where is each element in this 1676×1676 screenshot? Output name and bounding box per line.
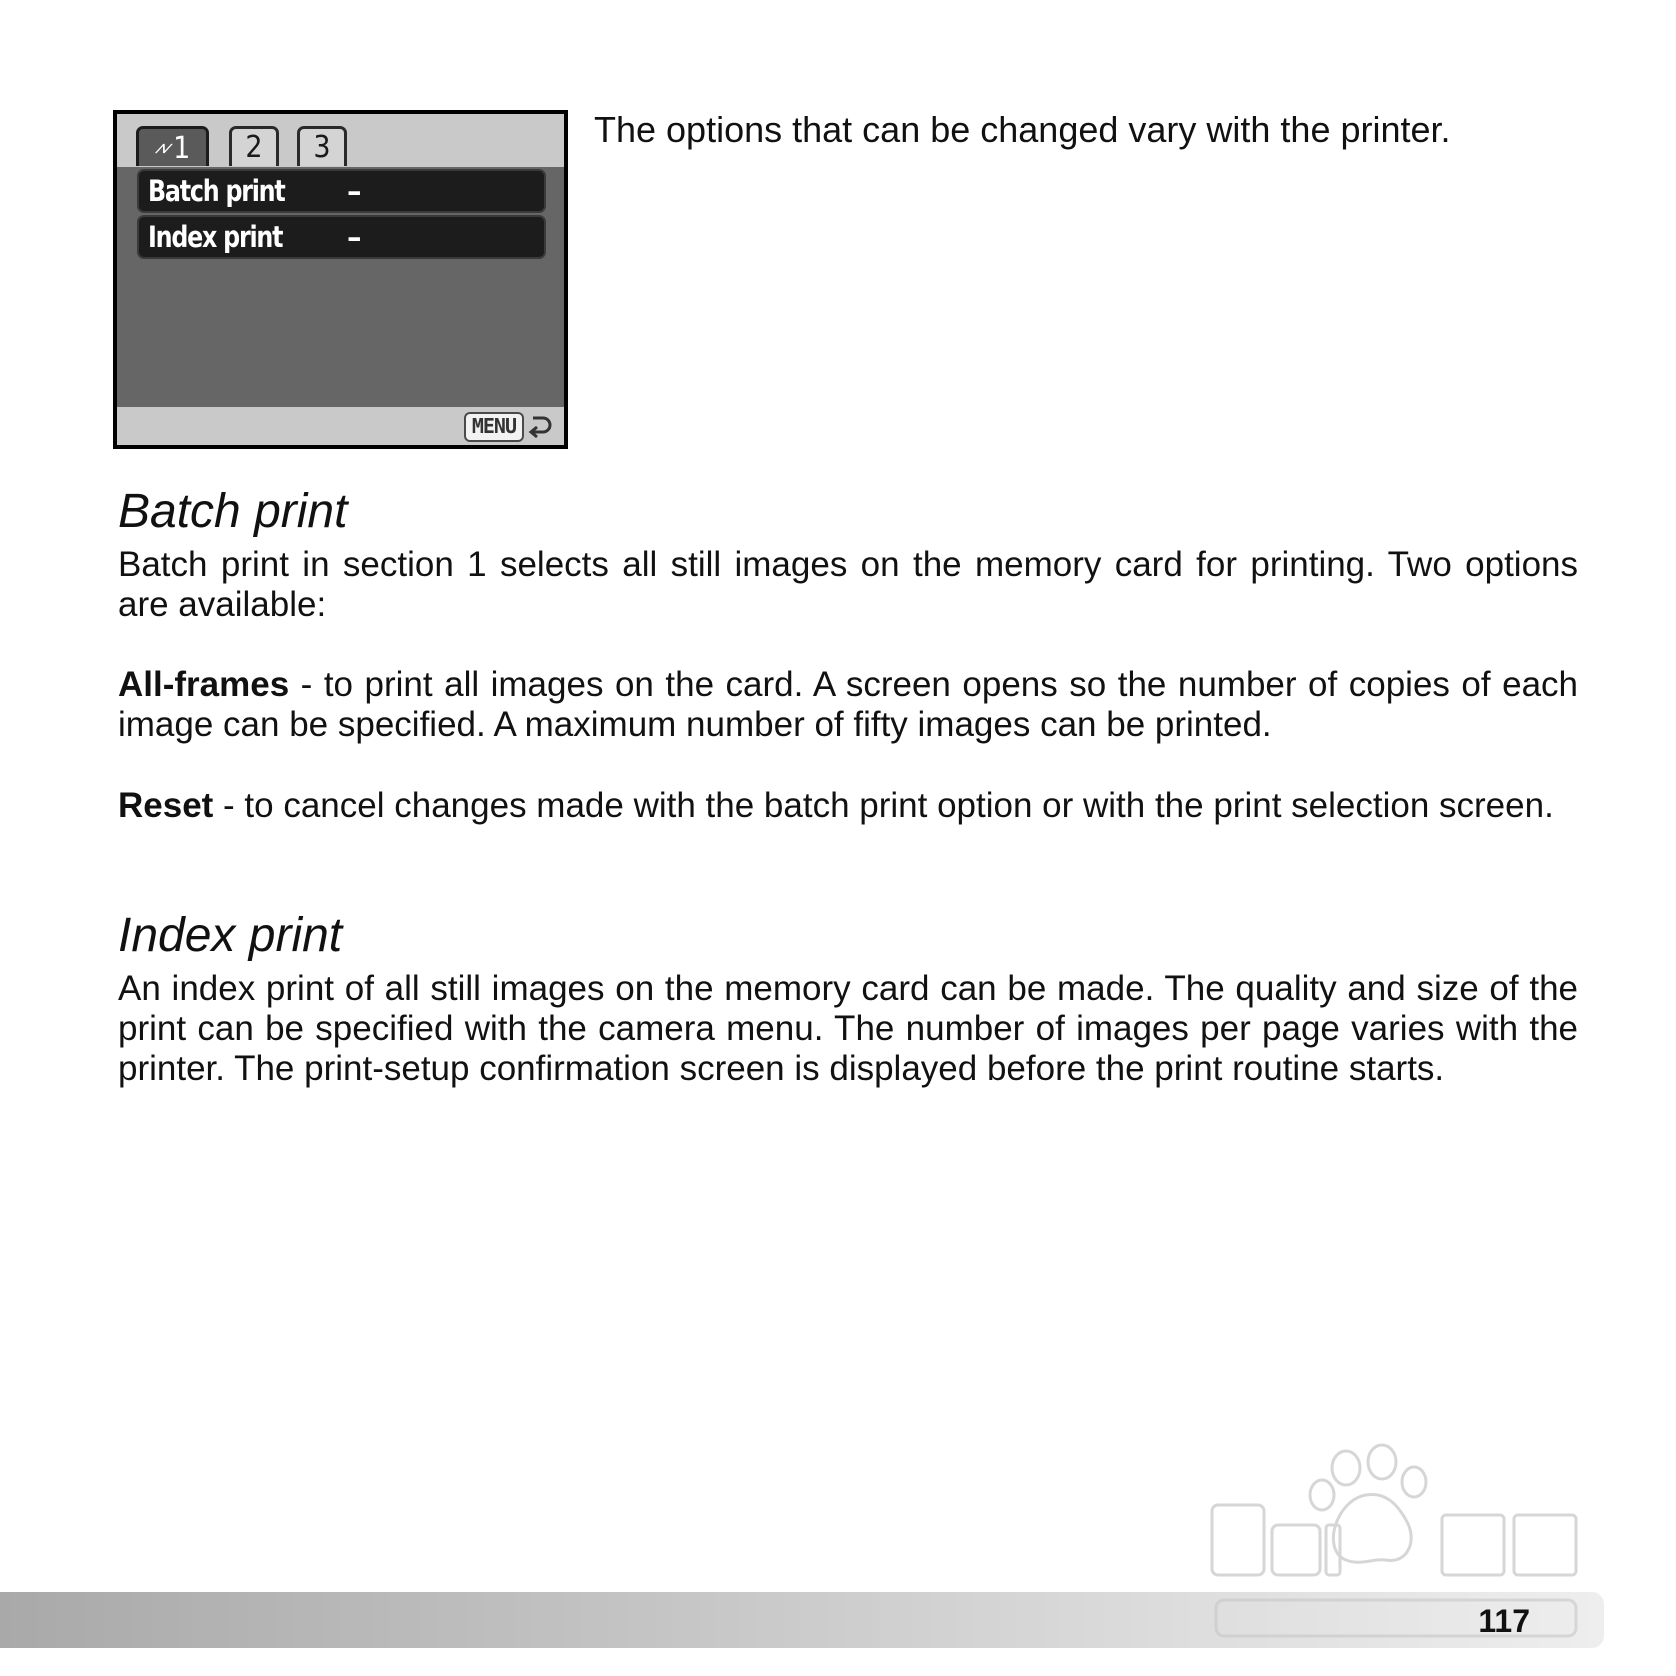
lcd-row-value: – xyxy=(347,174,360,208)
print-icon: ⩘⩗ xyxy=(154,137,172,158)
paragraph-text: An index print of all still images on the memory card can be made. The quality and size of the print can be specified with the camera menu. The number of images per page varies with the printer. The print-setup confirmation screen is displayed before the print routine starts. xyxy=(118,969,1578,1088)
paragraph-text: - to cancel changes made with the batch print option or with the print selection screen. xyxy=(213,786,1554,825)
menu-button[interactable]: MENU xyxy=(464,412,524,442)
lcd-tab-2-label: 2 xyxy=(245,130,263,165)
lcd-tab-3-label: 3 xyxy=(313,130,331,165)
lcd-tab-1[interactable] xyxy=(136,126,209,166)
lcd-tab-1-label: 1 xyxy=(173,131,191,166)
paragraph-batch-print-intro xyxy=(118,545,1578,625)
paragraph-text: - to print all images on the card. A screen opens so the number of copies of each image can be specified. A maximum number of fifty images can be printed. xyxy=(118,665,1578,744)
lcd-row-batch-print[interactable] xyxy=(137,169,546,213)
page-number: 117 xyxy=(1478,1603,1530,1639)
intro-text: The options that can be changed vary with the printer. xyxy=(594,109,1451,150)
camera-lcd-screen xyxy=(113,110,568,449)
lcd-row-label: Batch print xyxy=(148,174,285,208)
lcd-row-index-print[interactable] xyxy=(137,215,546,259)
paragraph-all-frames xyxy=(118,665,1578,745)
baidu-watermark-logo xyxy=(1196,1440,1596,1650)
paragraph-text: Batch print in section 1 selects all still images on the memory card for printing. Two options are available: xyxy=(118,545,1578,624)
return-icon xyxy=(528,411,552,439)
lcd-row-label: Index print xyxy=(148,220,283,254)
lcd-tab-3[interactable] xyxy=(297,126,347,166)
lcd-tab-2[interactable] xyxy=(229,126,279,166)
paragraph-index-print xyxy=(118,969,1578,1089)
lcd-menu-body xyxy=(117,167,564,407)
paragraph-reset xyxy=(118,786,1578,826)
lcd-footer xyxy=(117,407,564,445)
term-label: Reset xyxy=(118,786,214,825)
lcd-tab-bar xyxy=(117,114,564,167)
lcd-row-value: – xyxy=(347,220,360,254)
section-heading-batch-print: Batch print xyxy=(118,485,348,538)
section-heading-index-print: Index print xyxy=(118,909,343,962)
term-label: All-frames xyxy=(118,665,290,704)
